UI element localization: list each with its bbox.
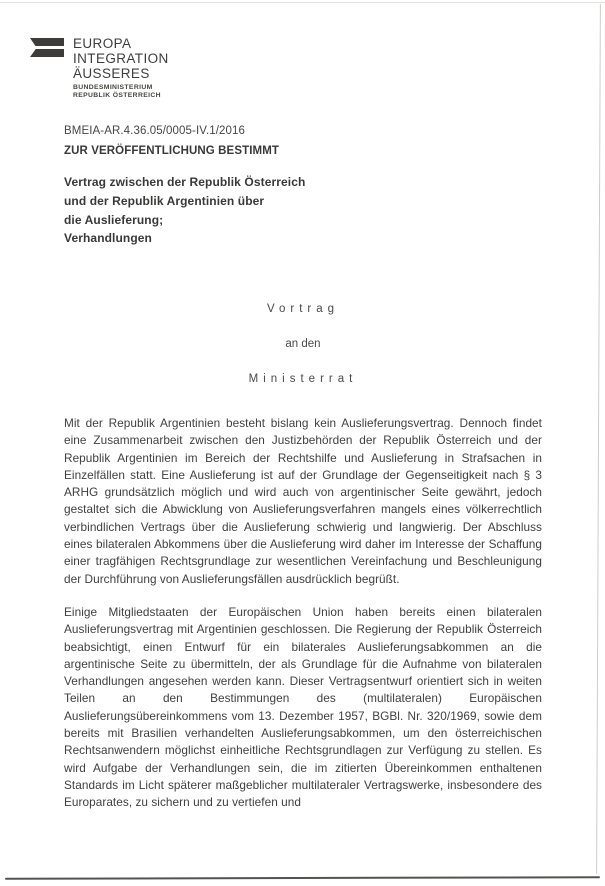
- subtitle-bundesministerium: BUNDESMINISTERIUM: [73, 84, 153, 91]
- flag-stripe-top: [30, 38, 64, 46]
- flag-stripe-bottom: [30, 49, 64, 57]
- subject-line-2: und der Republik Argentinien über: [64, 193, 265, 208]
- publication-note: ZUR VERÖFFENTLICHUNG BESTIMMT: [64, 145, 279, 157]
- paragraph-2: Einige Mitgliedstaaten der Europäischen Union haben bereits einen bilateralen Auslieferungsvertrag mit Argentinien geschlossen. Die Regierung der Republik Österreich beabsichtigt, einen Entwurf für ein bilaterales Auslieferungsabkommen an die argentinische Seite zu übermitteln, der als Grundlage für die Aufnahme von bilateralen Verhandlungen angesehen werden kann. Dieser Vertragsentwurf orientiert sich in weiten Teilen an den Bestimmungen des (multilateralen) Europäischen Auslieferungsübereinkommens vom 13. Dezember 1957, BGBl. Nr. 320/1969, sowie dem bereits mit Brasilien verhandelten Auslieferungsabkommen, um den österreichischen Rechtsanwendern möglichst einheitliche Rechtsgrundlagen zur Verfügung zu stellen. Es wird Aufgabe der Verhandlungen sein, die im zitierten Übereinkommen enthaltenen Standards im Licht späterer maßgeblicher multilateraler Vertragswerke, insbesondere des Europarates, zu sichern und zu vertiefen und: [64, 604, 542, 810]
- paragraph-1: Mit der Republik Argentinien besteht bislang kein Auslieferungsvertrag. Dennoch findet eine Zusammenarbeit zwischen den Justizbehörden der Republik Österreich und der Republik Argentinien im Bereich der Rechtshilfe und Auslieferung in Strafsachen in Einzelfällen statt. Eine Auslieferung ist auf der Grundlage der Gegenseitigkeit nach § 3 ARHG grundsätzlich möglich und wird auch von argentinischer Seite gewährt, jedoch gestaltet sich die Abwicklung von Auslieferungsverfahren mangels eines völkerrechtlich verbindlichen Vertrags über die Auslieferung schwierig und langwierig. Der Abschluss eines bilateralen Abkommens über die Auslieferung wird daher im Interesse der Schaffung einer tragfähigen Rechtsgrundlage zur wesentlichen Vereinfachung und Beschleunigung der Durchführung von Auslieferungsfällen ausdrücklich begrüßt.: [64, 416, 542, 586]
- document-title-block: [64, 301, 542, 388]
- subject-line-4: Verhandlungen: [64, 231, 152, 246]
- letterhead: [30, 36, 169, 100]
- subject-line-1: Vertrag zwischen der Republik Österreich: [64, 175, 306, 189]
- scan-edge-top: [0, 2, 605, 3]
- addressee-heading: Ministerrat: [248, 373, 358, 385]
- scan-edge-right: [596, 4, 601, 874]
- wordmark-line-europa: EUROPA: [73, 36, 132, 51]
- subtitle-republik-oesterreich: REPUBLIK ÖSTERREICH: [73, 92, 161, 100]
- subject-block: [64, 173, 305, 248]
- reference-number: BMEIA-AR.4.36.05/0005-IV.1/2016: [64, 125, 246, 137]
- ministry-wordmark: [73, 36, 169, 100]
- wordmark-line-integration: INTEGRATION: [73, 51, 169, 66]
- reference-block: [64, 123, 279, 160]
- scan-edge-bottom: [5, 876, 600, 880]
- subject-line-3: die Auslieferung;: [64, 212, 164, 227]
- addressee-preposition: an den: [285, 338, 321, 350]
- document-type-heading: Vortrag: [266, 303, 340, 315]
- austria-flag-stripes-icon: [30, 38, 64, 57]
- wordmark-line-aeusseres: ÄUSSERES: [73, 66, 150, 81]
- letter-body: [64, 415, 542, 812]
- ministry-subtitle: [73, 84, 169, 100]
